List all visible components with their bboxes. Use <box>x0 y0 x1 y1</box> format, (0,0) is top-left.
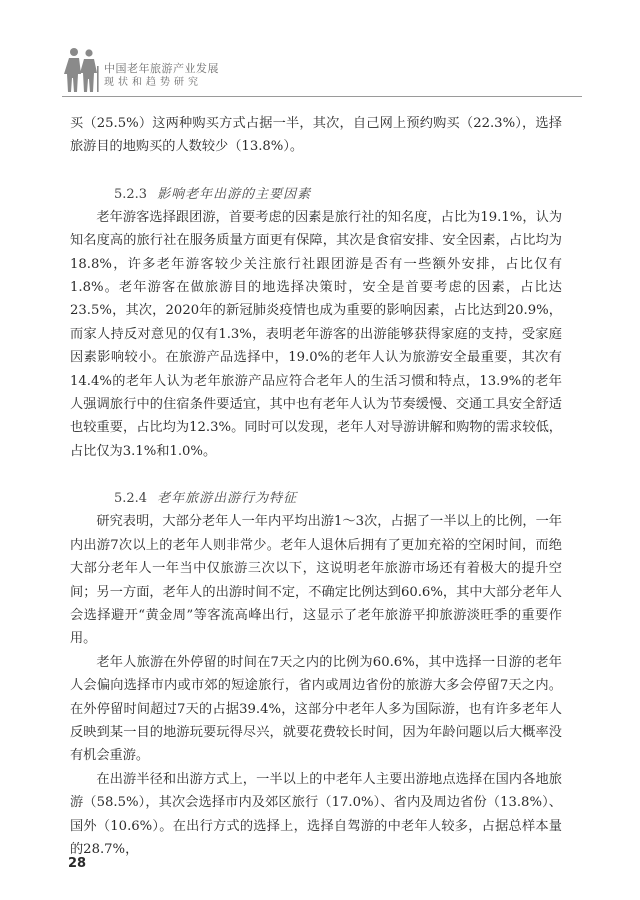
paragraph-radius: 在出游半径和出游方式上，一半以上的中老年人主要出游地点选择在国内各地旅游（58.5%），其次会选择市内及郊区旅行（17.0%）、省内及周边省份（13.8%）、国外（10.6%）。在出行方式的选择上，选择自驾游的中老年人较多，占据总样本量的28.7%， <box>70 771 562 857</box>
paragraph-factors: 老年游客选择跟团游，首要考虑的因素是旅行社的知名度，占比为19.1%，认为知名度高的旅行社在服务质量方面更有保障，其次是食宿安排、安全因素，占比均为18.8%，许多老年游客较少关注旅行社跟团游是否有一些额外安排，占比仅有1.8%。老年游客在做旅游目的地选择决策时，安全是首要考虑的因素，占比达23.5%，其次，2020年的新冠肺炎疫情也成为重要的影响因素，占比达到20.9%，而家人持反对意见的仅有1.3%，表明老年游客的出游能够获得家庭的支持，受家庭因素影响较小。在旅游产品选择中，19.0%的老年人认为旅游安全最重要，其次有14.4%的老年人认为老年旅游产品应符合老年人的生活习惯和特点，13.9%的老年人强调旅行中的住宿条件要适宜，其中也有老年人认为节奏缓慢、交通工具安全舒适也较重要，占比均为12.3%。同时可以发现，老年人对导游讲解和购物的需求较低，占比仅为3.1%和1.0%。 <box>70 209 562 459</box>
section-heading-5-2-3 <box>70 183 562 206</box>
section-title: 老年旅游出游行为特征 <box>157 491 298 507</box>
section-number: 5.2.4 <box>114 491 148 507</box>
section-number: 5.2.3 <box>114 186 148 202</box>
section-title: 影响老年出游的主要因素 <box>157 186 312 202</box>
header-title-line2: 现状和趋势研究 <box>104 77 202 88</box>
paragraph-frequency: 研究表明，大部分老年人一年内平均出游1～3次，占据了一半以上的比例，一年内出游7次以上的老年人则非常少。老年人退休后拥有了更加充裕的空闲时间，而绝大部分老年人一年当中仅旅游三次以下，这说明老年旅游市场还有着极大的提升空间；另一方面，老年人的出游时间不定，不确定比例达到60.6%，其中大部分老年人会选择避开“黄金周”等客流高峰出行，这显示了老年旅游平抑旅游淡旺季的重要作用。 <box>70 514 562 647</box>
header-title-line1: 中国老年旅游产业发展 <box>104 62 219 75</box>
paragraph-continued: 买（25.5%）这两种购买方式占据一半，其次，自己网上预约购买（22.3%），选择旅游目的地购买的人数较少（13.8%）。 <box>70 116 562 155</box>
page-body <box>70 112 562 861</box>
header-divider <box>62 96 582 97</box>
running-header <box>62 44 582 96</box>
header-title <box>104 62 219 89</box>
elderly-couple-logo-icon <box>62 44 102 94</box>
paragraph-duration: 老年人旅游在外停留的时间在7天之内的比例为60.6%，其中选择一日游的老年人会偏向选择市内或市郊的短途旅行，省内或周边省份的旅游大多会停留7天之内。在外停留时间超过7天的占据39.4%，这部分中老年人多为国际游，也有许多老年人反映到某一目的地游玩要玩得尽兴，就要花费较长时间，因为年龄问题以后大概率没有机会重游。 <box>70 654 562 764</box>
page-number: 28 <box>68 856 87 871</box>
section-heading-5-2-4 <box>70 487 562 510</box>
